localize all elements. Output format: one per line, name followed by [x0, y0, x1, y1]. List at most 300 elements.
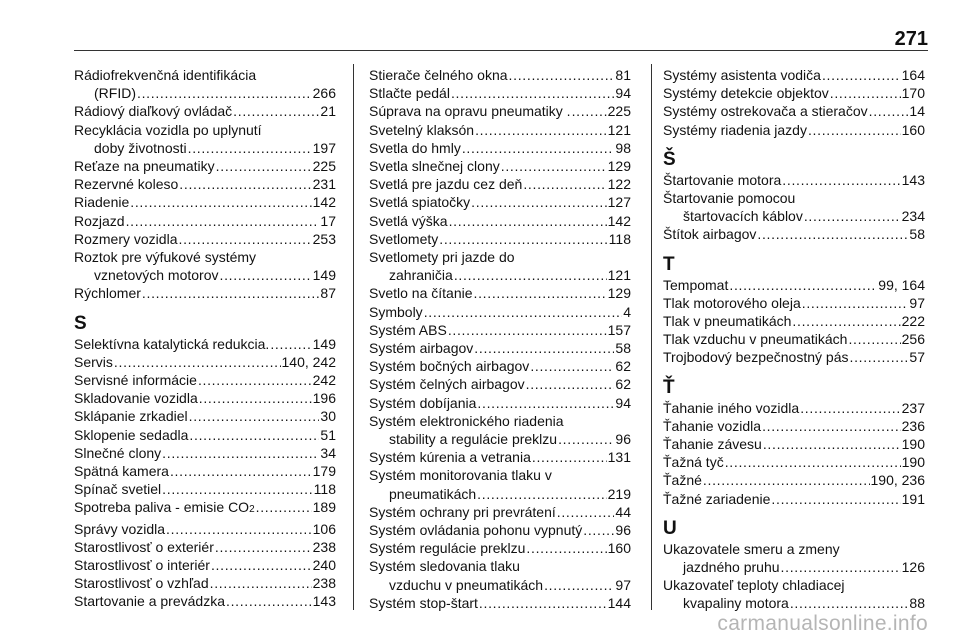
index-entry[interactable] — [74, 335, 336, 353]
index-column-1 — [74, 66, 336, 611]
index-entry[interactable] — [74, 284, 336, 302]
index-entry-line — [369, 485, 631, 503]
index-entry[interactable] — [369, 448, 631, 466]
index-entry[interactable] — [663, 294, 925, 312]
index-entry[interactable] — [74, 157, 336, 175]
index-entry[interactable] — [663, 435, 925, 453]
index-page-ref[interactable]: 149 — [312, 267, 336, 284]
index-term: jazdného pruhu — [683, 559, 780, 576]
index-entry-line — [74, 139, 336, 157]
index-entry-line — [663, 276, 925, 294]
dot-leader — [802, 294, 909, 312]
header-rule — [74, 50, 928, 51]
index-entry[interactable] — [74, 407, 336, 425]
index-page-ref[interactable]: 44 — [615, 503, 631, 520]
index-entry-line — [74, 175, 336, 193]
index-page-ref[interactable]: 189 — [312, 499, 336, 516]
index-page-ref[interactable]: 190 — [901, 436, 925, 453]
index-page-ref[interactable]: 143 — [901, 171, 925, 188]
index-entry[interactable] — [369, 466, 631, 502]
index-entry[interactable] — [663, 102, 925, 120]
index-entry[interactable] — [369, 357, 631, 375]
index-term: Systém airbagov — [369, 340, 474, 357]
index-term: Svetlomety pri jazde do — [369, 249, 515, 266]
index-letter-heading: T — [663, 253, 675, 275]
index-term: vznetových motorov — [94, 267, 219, 284]
index-term: Svetla slnečnej clony — [369, 158, 500, 175]
dot-leader — [126, 212, 320, 230]
index-page-ref[interactable]: 62 — [615, 376, 631, 393]
dot-leader — [475, 121, 607, 139]
index-entry-line — [74, 284, 336, 302]
index-page-ref[interactable]: 196 — [312, 390, 336, 407]
index-page-ref[interactable]: 58 — [909, 226, 925, 243]
index-entry-line — [369, 539, 631, 557]
index-entry-line — [663, 540, 925, 558]
index-entry[interactable] — [369, 503, 631, 521]
index-page-ref[interactable]: 237 — [901, 399, 925, 416]
index-page-ref[interactable]: 51 — [320, 426, 336, 443]
dot-leader — [462, 139, 615, 157]
index-page-ref[interactable]: 225 — [607, 103, 631, 120]
index-term: Selektívna katalytická redukcia. — [74, 335, 270, 352]
dot-leader — [448, 321, 607, 339]
index-entry[interactable] — [663, 576, 925, 612]
index-term: Systémy riadenia jazdy — [663, 121, 807, 138]
index-page-ref[interactable]: 131 — [607, 449, 631, 466]
index-entry[interactable] — [663, 84, 925, 102]
index-term: Svetlá spiatočky — [369, 194, 471, 211]
index-term: Systém ABS — [369, 321, 447, 338]
index-entry[interactable] — [369, 594, 631, 612]
index-entry[interactable] — [663, 225, 925, 243]
index-page-ref[interactable]: 160 — [901, 121, 925, 138]
index-page-ref[interactable]: 62 — [615, 358, 631, 375]
index-term: Tlak vzduchu v pneumatikách — [663, 331, 848, 348]
index-entry-line — [369, 284, 631, 302]
index-entry[interactable] — [369, 66, 631, 84]
index-entry[interactable] — [74, 556, 336, 574]
index-page-ref[interactable]: 121 — [607, 121, 631, 138]
index-entry-line — [369, 121, 631, 139]
index-page-ref[interactable]: 149 — [312, 335, 336, 352]
dot-leader — [583, 521, 614, 539]
index-entry-line — [663, 66, 925, 84]
index-entry[interactable] — [663, 453, 925, 471]
index-page-ref[interactable]: 97 — [909, 294, 925, 311]
index-page-ref[interactable]: 118 — [608, 230, 631, 247]
index-entry[interactable] — [74, 389, 336, 407]
index-entry-line — [74, 556, 336, 574]
index-term: Systém čelných airbagov — [369, 376, 525, 393]
dot-leader — [471, 193, 606, 211]
dot-leader — [822, 66, 901, 84]
index-entry-line — [369, 84, 631, 102]
dot-leader — [763, 435, 901, 453]
index-entry-line — [369, 212, 631, 230]
index-page-ref[interactable]: 94 — [615, 85, 631, 102]
index-page-ref[interactable]: 81 — [615, 67, 631, 83]
index-page-ref[interactable]: 122 — [607, 176, 631, 193]
index-page-ref[interactable]: 222 — [901, 313, 925, 330]
dot-leader — [729, 276, 877, 294]
index-entry[interactable] — [369, 212, 631, 230]
index-page-ref[interactable]: 179 — [312, 463, 336, 480]
dot-leader — [808, 121, 901, 139]
dot-leader — [449, 212, 607, 230]
index-term: Spätná kamera — [74, 463, 169, 480]
index-entry[interactable] — [663, 348, 925, 366]
index-entry[interactable] — [663, 330, 925, 348]
index-page-ref[interactable]: 129 — [607, 158, 631, 175]
index-entry[interactable] — [369, 248, 631, 284]
index-entry[interactable] — [663, 312, 925, 330]
dot-leader — [800, 399, 900, 417]
index-entry[interactable] — [369, 303, 631, 321]
index-entry[interactable] — [74, 498, 336, 519]
index-entry[interactable] — [369, 521, 631, 539]
index-term: Rádiový diaľkový ovládač — [74, 103, 233, 120]
index-entry-line — [663, 576, 925, 594]
index-term: Systém elektronického riadenia — [369, 412, 564, 429]
index-term: (RFID) — [94, 85, 136, 102]
index-entry-line — [74, 353, 336, 371]
index-page-ref[interactable]: 143 — [312, 593, 336, 610]
index-entry[interactable] — [663, 66, 925, 84]
index-entry-line — [663, 207, 925, 225]
index-entry-line — [74, 444, 336, 462]
index-entry[interactable] — [74, 121, 336, 157]
index-page-ref[interactable]: 240 — [312, 557, 336, 574]
index-page-ref[interactable]: 58 — [615, 340, 631, 357]
index-page-ref[interactable]: 140, 242 — [281, 353, 336, 370]
index-term: Správy vozidla — [74, 520, 166, 537]
index-page-ref[interactable]: 14 — [909, 103, 925, 120]
index-term: stability a regulácie preklzu — [389, 431, 558, 448]
index-page-ref[interactable]: 118 — [313, 481, 336, 498]
index-page-ref[interactable]: 142 — [607, 212, 631, 229]
index-entry[interactable] — [74, 426, 336, 444]
index-entry-line — [369, 266, 631, 284]
index-term: Reťaze na pneumatiky — [74, 158, 215, 175]
index-term: Svetlomety — [369, 230, 439, 247]
index-entry[interactable] — [663, 121, 925, 139]
index-term: Starostlivosť o interiér — [74, 557, 210, 574]
index-entry[interactable] — [74, 574, 336, 592]
index-entry[interactable] — [74, 175, 336, 193]
dot-leader — [189, 407, 320, 425]
index-entry-line — [369, 157, 631, 175]
column-divider — [353, 64, 354, 610]
dot-leader — [114, 353, 281, 371]
index-page-ref[interactable]: 98 — [615, 139, 631, 156]
index-entry-line — [369, 357, 631, 375]
index-entry-line — [663, 121, 925, 139]
index-entry[interactable] — [369, 339, 631, 357]
index-page-ref[interactable]: 238 — [312, 538, 336, 555]
index-entry[interactable] — [369, 394, 631, 412]
index-entry[interactable] — [74, 193, 336, 211]
dot-leader — [790, 594, 909, 612]
index-entry-line — [74, 592, 336, 610]
index-page-ref[interactable]: 30 — [320, 408, 336, 425]
index-entry-line — [74, 157, 336, 175]
index-entry[interactable] — [74, 248, 336, 284]
index-entry-line — [74, 335, 336, 353]
index-term: Svetlá výška — [369, 212, 448, 229]
index-entry[interactable] — [663, 490, 925, 508]
index-term: Svetelný klaksón — [369, 121, 475, 138]
index-entry[interactable] — [74, 230, 336, 248]
index-term: Systém ochrany pri prevrátení — [369, 503, 556, 520]
index-term: Trojbodový bezpečnostný pás — [663, 349, 849, 366]
index-page-ref[interactable]: 234 — [901, 208, 925, 225]
index-entry-line — [74, 574, 336, 592]
dot-leader — [572, 102, 607, 120]
index-entry-line — [74, 462, 336, 480]
index-entry-line — [74, 389, 336, 407]
dot-leader — [782, 171, 900, 189]
index-entry[interactable] — [369, 557, 631, 593]
index-entry-line — [663, 435, 925, 453]
index-entry-line — [663, 417, 925, 435]
index-entry[interactable] — [369, 539, 631, 557]
index-page-ref[interactable]: 96 — [615, 522, 631, 539]
dot-leader — [220, 266, 312, 284]
index-entry-line — [369, 66, 631, 84]
index-term: Ťahanie vozidla — [663, 417, 762, 434]
index-page-ref[interactable]: 231 — [312, 176, 336, 193]
dot-leader — [270, 335, 311, 353]
index-term: Starostlivosť o exteriér — [74, 538, 214, 555]
index-page-ref[interactable]: 190 — [901, 454, 925, 471]
index-page-ref[interactable]: 197 — [312, 139, 336, 156]
index-term: Rozmery vozidla — [74, 230, 178, 247]
page-number: 271 — [894, 28, 928, 50]
index-page-ref[interactable]: 87 — [320, 285, 336, 302]
index-term: Ťahanie iného vozidla — [663, 399, 800, 416]
index-entry[interactable] — [663, 189, 925, 225]
index-entry[interactable] — [74, 538, 336, 556]
index-page-ref[interactable]: 34 — [320, 444, 336, 461]
dot-leader — [523, 175, 606, 193]
index-page-ref[interactable]: 57 — [909, 349, 925, 366]
index-entry-line — [369, 230, 631, 248]
index-term: vzduchu v pneumatikách — [389, 576, 544, 593]
index-page-ref[interactable]: 242 — [312, 372, 336, 389]
index-entry[interactable] — [74, 480, 336, 498]
index-entry[interactable] — [663, 399, 925, 417]
index-entry[interactable] — [369, 102, 631, 120]
index-entry[interactable] — [74, 66, 336, 102]
index-entry-line — [369, 321, 631, 339]
dot-leader — [162, 444, 319, 462]
index-column-2 — [369, 66, 631, 612]
index-entry-line — [369, 594, 631, 612]
index-entry[interactable] — [74, 592, 336, 610]
index-entry-line — [663, 330, 925, 348]
index-term: Recyklácia vozidla po uplynutí — [74, 121, 262, 138]
dot-leader — [451, 84, 614, 102]
index-term: Starostlivosť o vzhľad — [74, 575, 209, 592]
dot-leader — [454, 266, 607, 284]
dot-leader — [170, 462, 312, 480]
index-page-ref[interactable]: 129 — [607, 285, 631, 302]
index-term: Systém regulácie preklzu — [369, 540, 526, 557]
dot-leader — [526, 375, 615, 393]
index-entry-line — [74, 407, 336, 425]
index-entry-line — [663, 189, 925, 207]
index-term: Svetlá pre jazdu cez deň — [369, 176, 523, 193]
index-page-ref[interactable]: 164 — [901, 67, 925, 83]
dot-leader — [424, 303, 623, 321]
dot-leader — [501, 157, 607, 175]
dot-leader — [792, 312, 900, 330]
index-page-ref[interactable]: 253 — [312, 230, 336, 247]
index-entry[interactable] — [369, 284, 631, 302]
index-entry[interactable] — [369, 375, 631, 393]
index-term: Ťažné — [663, 472, 702, 489]
index-entry-line — [369, 193, 631, 211]
index-entry[interactable] — [74, 371, 336, 389]
index-entry-line — [74, 102, 336, 120]
index-page-ref[interactable]: 97 — [615, 576, 631, 593]
index-entry-line — [74, 426, 336, 444]
index-entry[interactable] — [663, 276, 925, 294]
index-term: zahraničia — [389, 267, 453, 284]
watermark: carmanualsonline.info — [717, 612, 928, 635]
index-page-ref[interactable]: 144 — [607, 594, 631, 611]
index-entry[interactable] — [369, 412, 631, 448]
index-term: Spínač svetiel — [74, 481, 162, 498]
index-page-ref[interactable]: 142 — [312, 194, 336, 211]
index-page-ref[interactable]: 190, 236 — [870, 472, 925, 489]
index-page-ref[interactable]: 94 — [615, 394, 631, 411]
index-page-ref[interactable]: 4 — [623, 303, 631, 320]
index-page-ref[interactable]: 191 — [901, 490, 925, 507]
index-entry[interactable] — [74, 212, 336, 230]
index-page-ref[interactable]: 160 — [607, 540, 631, 557]
index-page-ref[interactable]: 106 — [312, 520, 336, 537]
index-page-ref[interactable]: 121 — [607, 267, 631, 284]
index-entry-line — [369, 503, 631, 521]
dot-leader — [771, 490, 900, 508]
index-entry[interactable] — [369, 121, 631, 139]
index-entry-line — [74, 121, 336, 139]
index-term: Servisné informácie — [74, 372, 197, 389]
index-entry[interactable] — [369, 321, 631, 339]
index-entry[interactable] — [74, 520, 336, 538]
index-entry-line — [369, 430, 631, 448]
index-page-ref[interactable]: 126 — [901, 559, 925, 576]
index-page-ref[interactable]: 17 — [320, 212, 336, 229]
index-letter-heading: U — [663, 517, 677, 539]
dot-leader — [477, 394, 614, 412]
index-term: Rádiofrekvenčná identifikácia — [74, 67, 257, 83]
index-entry[interactable] — [369, 230, 631, 248]
dot-leader — [849, 348, 908, 366]
dot-leader — [477, 485, 606, 503]
index-page-ref[interactable]: 157 — [607, 321, 631, 338]
index-entry[interactable] — [663, 171, 925, 189]
index-term: Stlačte pedál — [369, 85, 450, 102]
index-entry[interactable] — [369, 157, 631, 175]
index-page-ref[interactable]: 21 — [320, 103, 336, 120]
index-page-ref[interactable]: 88 — [909, 595, 925, 612]
index-term: Sklopenie sedadla — [74, 426, 189, 443]
index-term: Ťažné zariadenie — [663, 490, 771, 507]
index-entry-line — [369, 466, 631, 484]
index-page-ref[interactable]: 266 — [312, 85, 336, 102]
index-entry-line — [74, 538, 336, 556]
index-entry-line — [369, 448, 631, 466]
dot-leader — [130, 193, 311, 211]
dot-leader — [526, 539, 606, 557]
index-term: Servis — [74, 353, 113, 370]
index-page-ref[interactable]: 256 — [901, 331, 925, 348]
index-entry-line — [663, 102, 925, 120]
index-page-ref[interactable]: 225 — [312, 158, 336, 175]
index-entry-line — [663, 490, 925, 508]
index-entry[interactable] — [369, 139, 631, 157]
index-entry-line — [663, 84, 925, 102]
index-page-ref[interactable]: 96 — [615, 431, 631, 448]
dot-leader — [215, 538, 312, 556]
dot-leader — [142, 284, 320, 302]
index-entry-line — [663, 558, 925, 576]
dot-leader — [509, 66, 615, 84]
index-entry-line — [74, 371, 336, 389]
index-term: Svetlo na čítanie — [369, 285, 473, 302]
index-term: Systém ovládania pohonu vypnutý — [369, 522, 583, 539]
index-entry[interactable] — [74, 353, 336, 371]
index-page-ref[interactable]: 170 — [901, 85, 925, 102]
index-entry-line — [74, 266, 336, 284]
dot-leader — [211, 556, 312, 574]
index-page-ref[interactable]: 219 — [607, 485, 631, 502]
index-entry[interactable] — [663, 471, 925, 489]
index-entry[interactable] — [369, 193, 631, 211]
index-page-ref[interactable]: 238 — [312, 575, 336, 592]
index-term: Stierače čelného okna — [369, 67, 508, 83]
index-entry[interactable] — [663, 417, 925, 435]
index-entry-line — [74, 520, 336, 538]
index-page-ref[interactable]: 236 — [901, 417, 925, 434]
index-entry-line — [369, 375, 631, 393]
index-entry-line — [74, 66, 336, 84]
index-entry-line — [663, 399, 925, 417]
index-term: Riadenie — [74, 194, 130, 211]
dot-leader — [137, 84, 312, 102]
dot-leader — [474, 339, 614, 357]
dot-leader — [725, 453, 901, 471]
index-entry[interactable] — [74, 102, 336, 120]
dot-leader — [210, 574, 312, 592]
index-entry[interactable] — [74, 444, 336, 462]
index-term: Štartovanie motora — [663, 171, 782, 188]
dot-leader — [544, 576, 614, 594]
index-entry-line — [663, 171, 925, 189]
index-entry-line — [663, 594, 925, 612]
index-page-ref[interactable]: 99, 164 — [878, 276, 925, 293]
index-letter-heading: Š — [663, 148, 676, 170]
index-entry[interactable] — [369, 84, 631, 102]
index-term: Spotreba paliva - emisie CO — [74, 499, 250, 516]
index-entry[interactable] — [369, 175, 631, 193]
index-page-ref[interactable]: 127 — [607, 194, 631, 211]
index-entry[interactable] — [74, 462, 336, 480]
index-entry[interactable] — [663, 540, 925, 576]
